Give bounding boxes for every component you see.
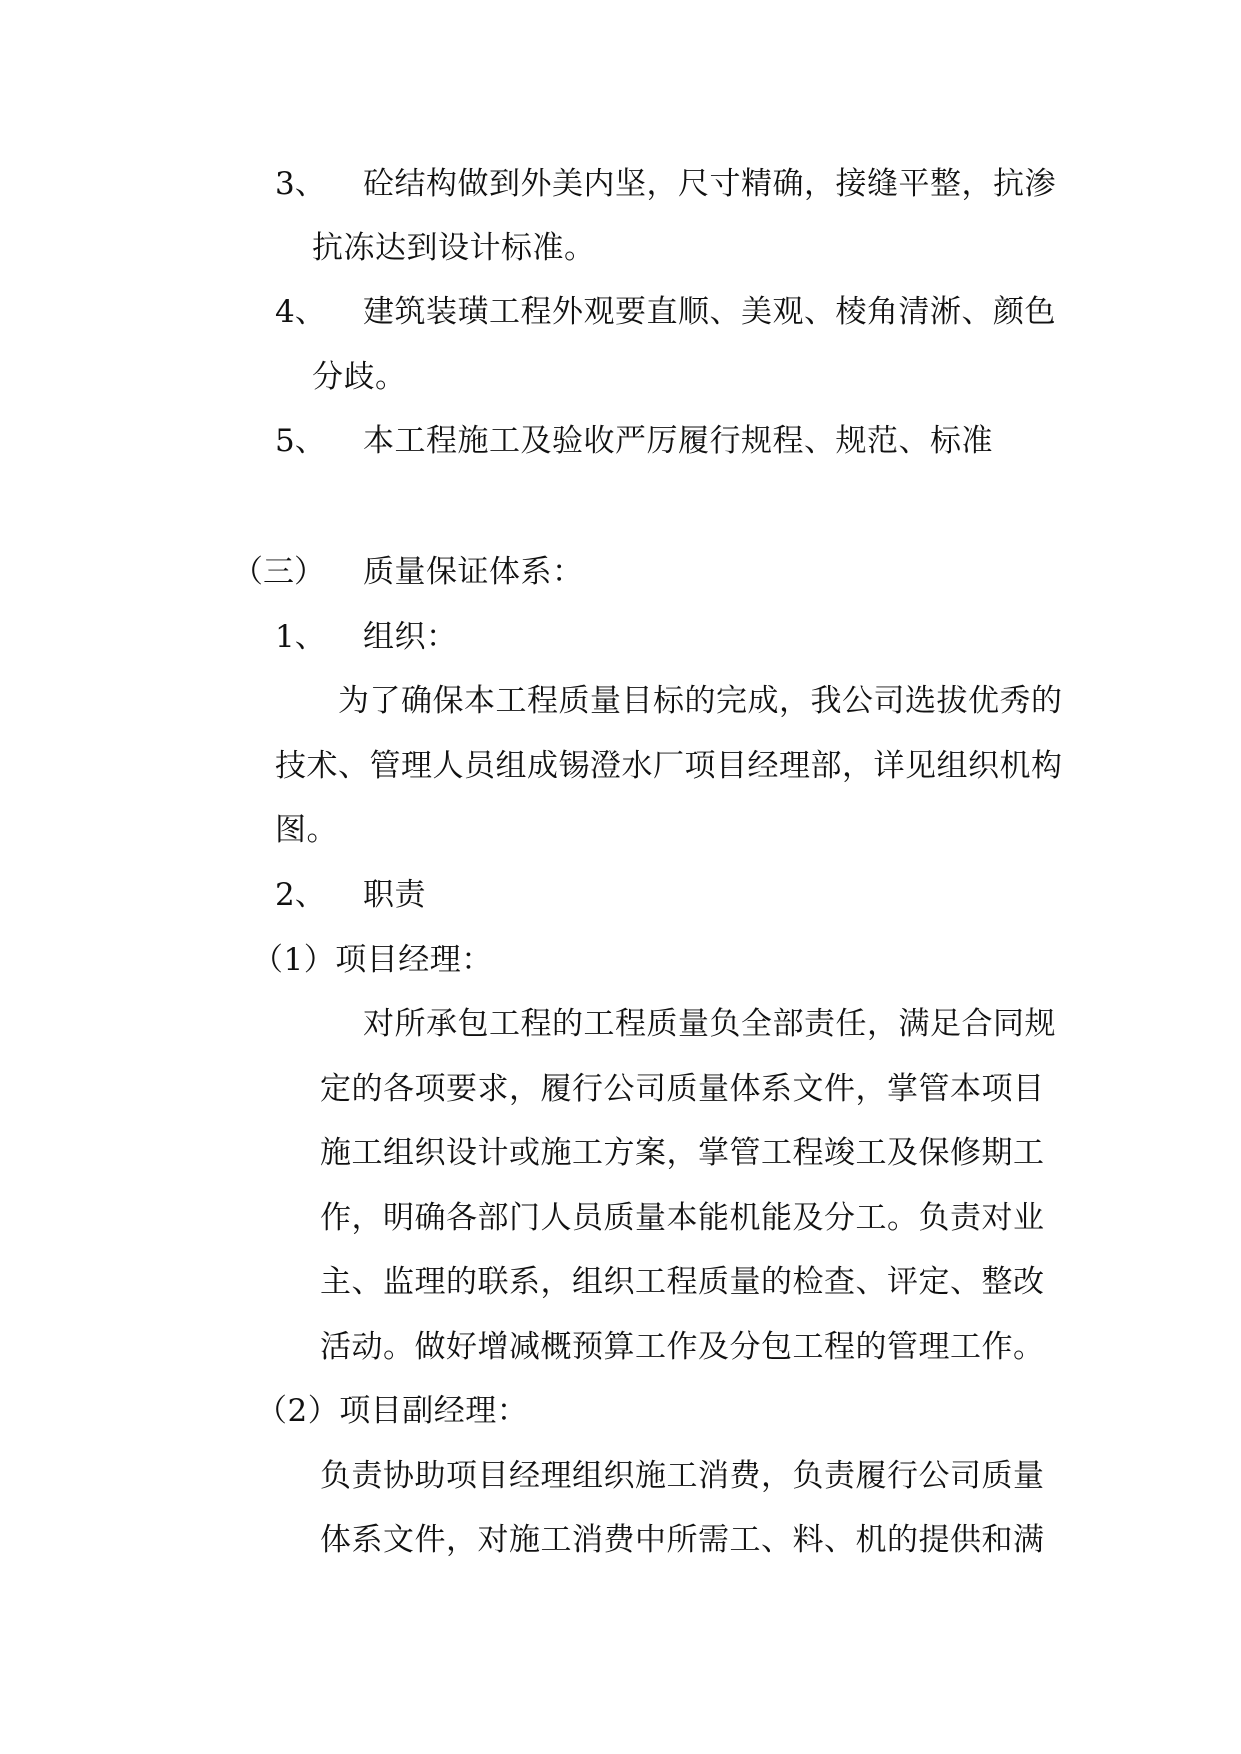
item-5-line-1: 本工程施工及验收严厉履行规程、规范、标准 [363, 423, 993, 459]
item-3-line-2: 抗冻达到设计标准。 [312, 230, 596, 266]
section-3-title: 质量保证体系： [363, 554, 584, 590]
role-2-heading: （2）项目副经理： [256, 1393, 529, 1429]
item-3-line-1: 砼结构做到外美内坚，尺寸精确，接缝平整，抗渗 [363, 166, 1056, 202]
sub-2-number: 2、 [275, 877, 326, 913]
role-1-paragraph-line-1: 对所承包工程的工程质量负全部责任，满足合同规 [363, 1006, 1056, 1042]
item-5-number: 5、 [275, 423, 326, 459]
role-1-paragraph-line-5: 主、监理的联系，组织工程质量的检查、评定、整改 [320, 1264, 1045, 1300]
item-4-number: 4、 [275, 294, 326, 330]
role-2-paragraph-line-2: 体系文件，对施工消费中所需工、料、机的提供和满 [320, 1522, 1045, 1558]
role-1-heading: （1）项目经理： [252, 942, 493, 978]
item-3-number: 3、 [275, 166, 326, 202]
role-1-paragraph-line-4: 作，明确各部门人员质量本能机能及分工。负责对业 [320, 1200, 1045, 1236]
role-1-paragraph-line-6: 活动。做好增减概预算工作及分包工程的管理工作。 [320, 1329, 1045, 1365]
item-4-line-1: 建筑装璜工程外观要直顺、美观、棱角清淅、颜色 [363, 294, 1056, 330]
sub-1-paragraph-line-2: 技术、管理人员组成锡澄水厂项目经理部，详见组织机构 [275, 748, 1063, 784]
role-1-paragraph-line-3: 施工组织设计或施工方案，掌管工程竣工及保修期工 [320, 1135, 1045, 1171]
sub-1-title: 组织： [363, 619, 458, 655]
item-4-line-2: 分歧。 [312, 359, 407, 395]
sub-1-paragraph-line-3: 图。 [275, 812, 338, 848]
section-3-number: （三） [232, 554, 325, 590]
role-1-paragraph-line-2: 定的各项要求，履行公司质量体系文件，掌管本项目 [320, 1071, 1045, 1107]
sub-2-title: 职责 [363, 877, 426, 913]
sub-1-number: 1、 [275, 619, 326, 655]
role-2-paragraph-line-1: 负责协助项目经理组织施工消费，负责履行公司质量 [320, 1458, 1045, 1494]
sub-1-paragraph-line-1: 为了确保本工程质量目标的完成，我公司选拔优秀的 [338, 683, 1063, 719]
